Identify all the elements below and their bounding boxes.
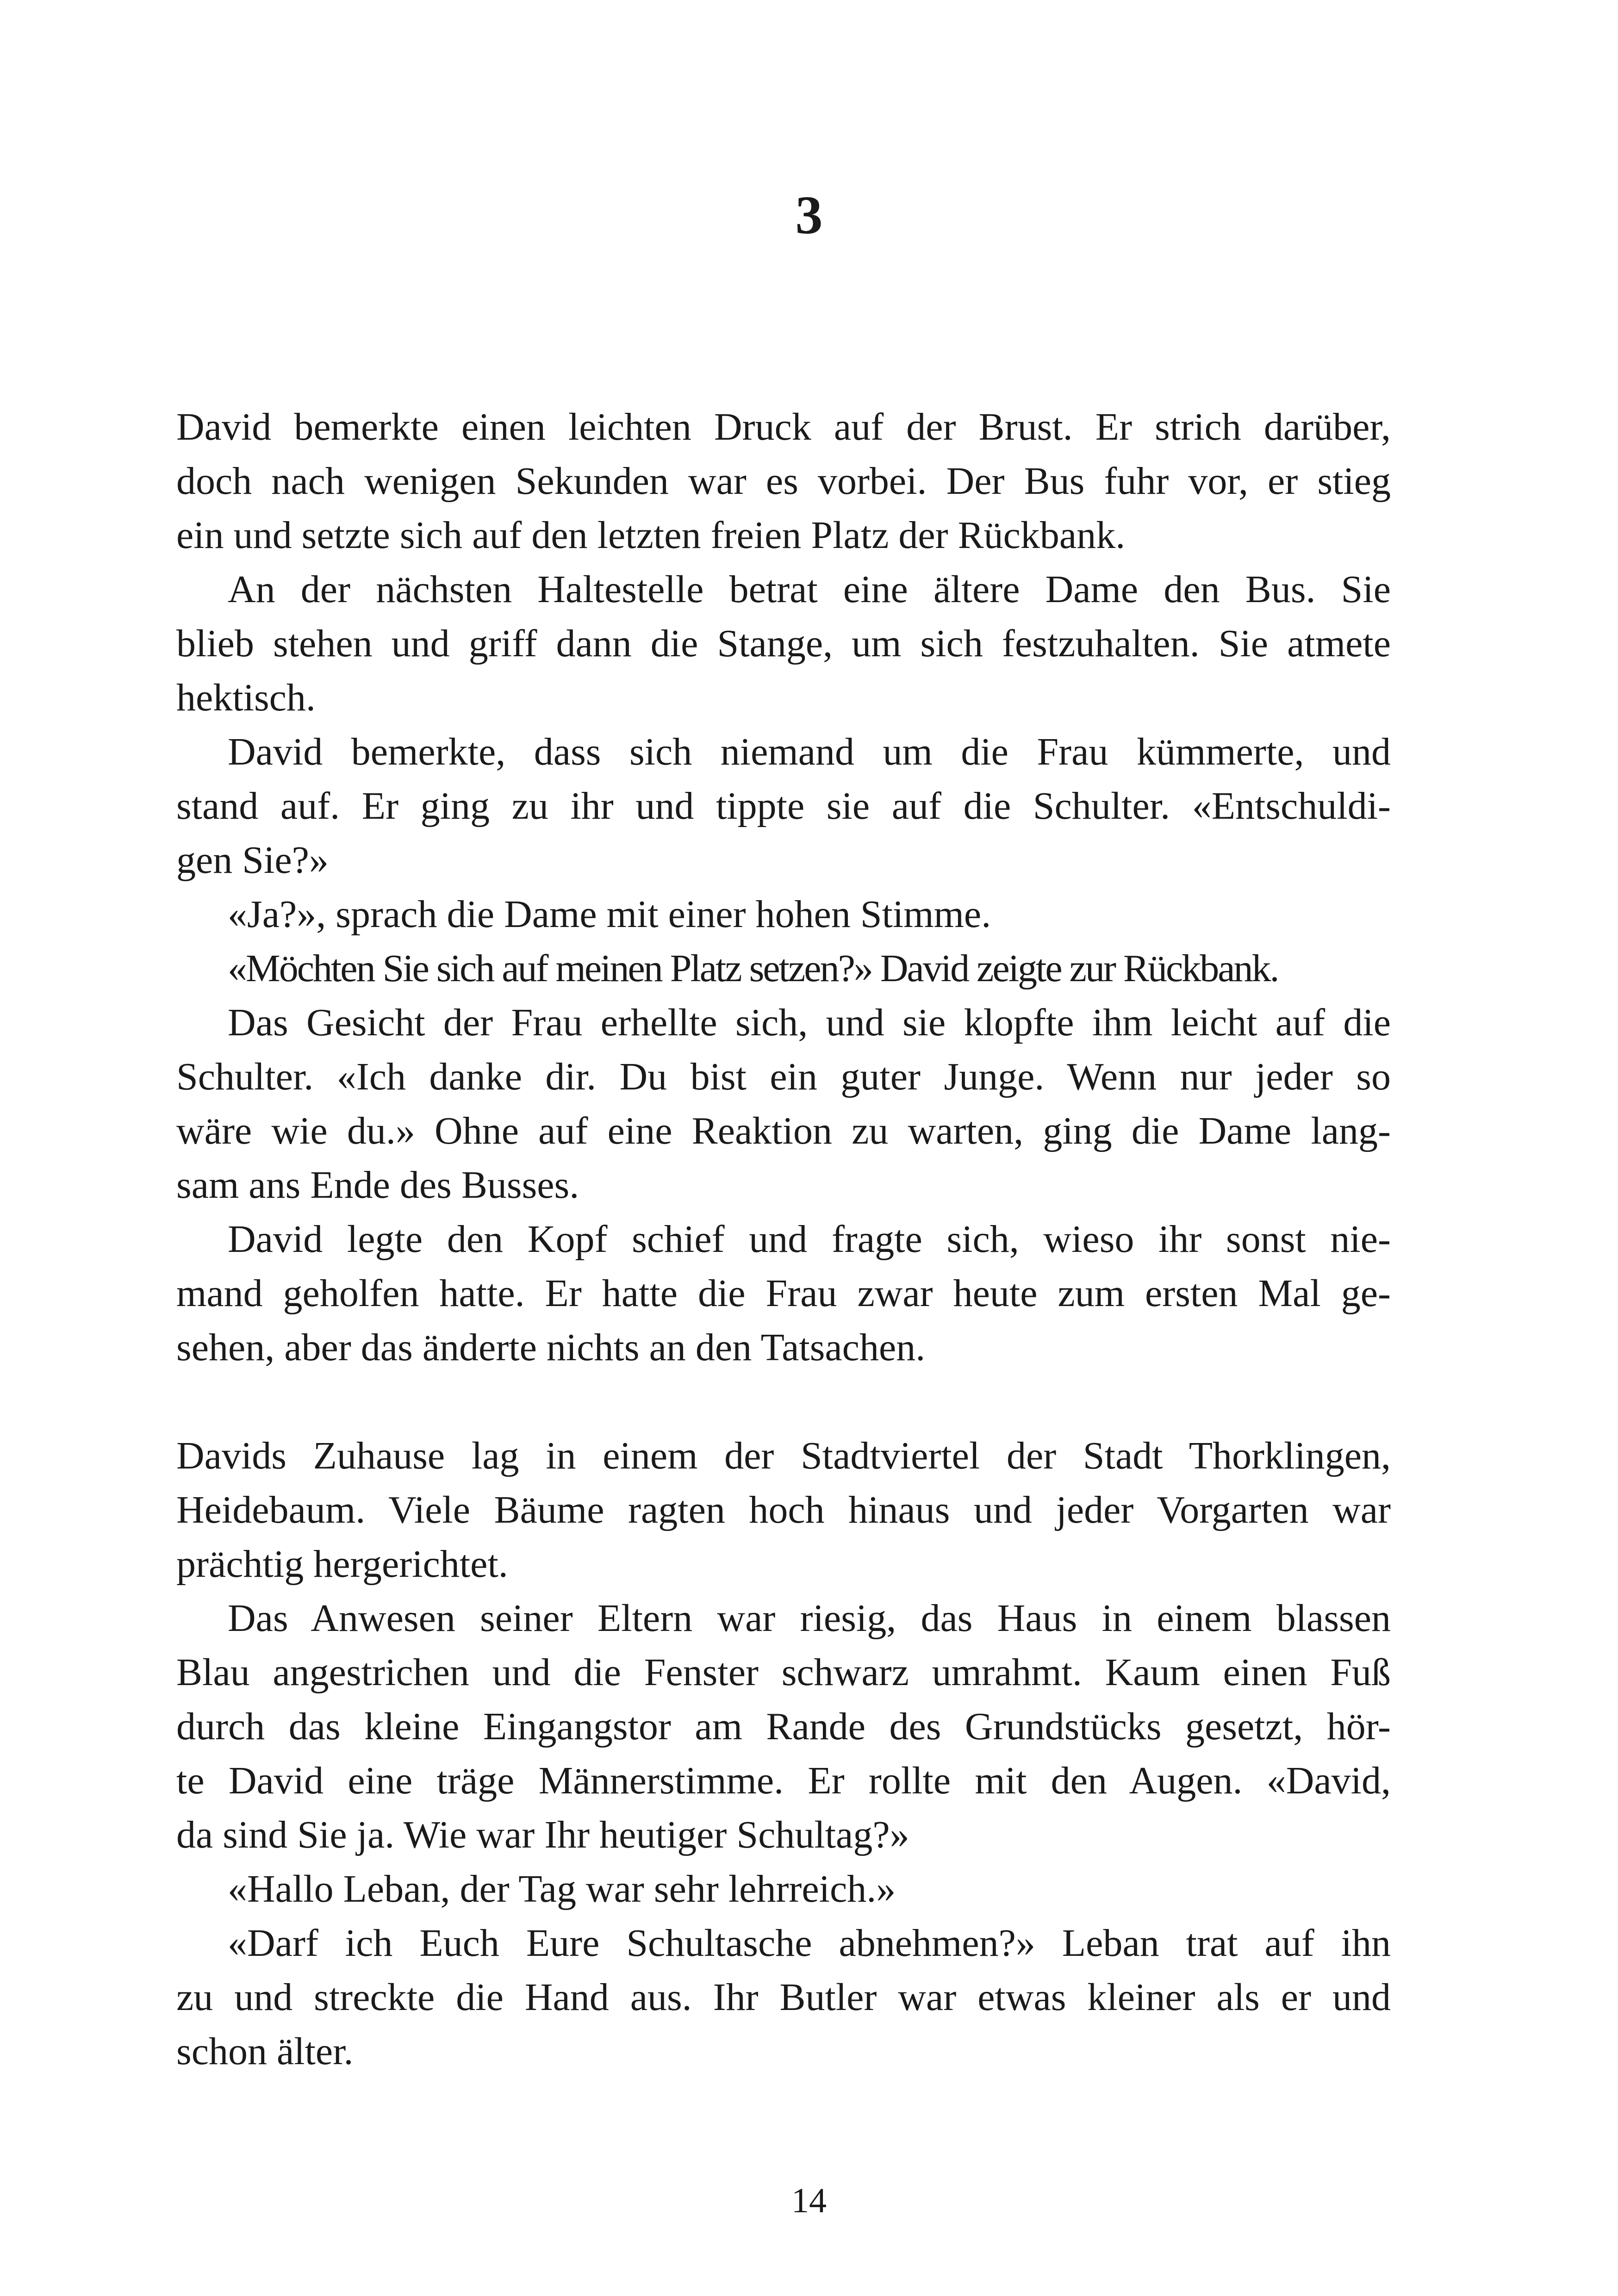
paragraph	[176, 887, 1391, 941]
text-line: hektisch.	[176, 676, 316, 719]
text-line: sehen, aber das änderte nichts an den Tatsachen.	[176, 1326, 926, 1369]
text-line: Schulter. «Ich danke dir. Du bist ein guter Junge. Wenn nur jeder so	[176, 1055, 1391, 1098]
paragraph	[176, 562, 1391, 725]
text-line: blieb stehen und griff dann die Stange, um sich festzuhalten. Sie atmete	[176, 622, 1391, 665]
text-line: ein und setzte sich auf den letzten freien Platz der Rückbank.	[176, 514, 1126, 557]
text-line: da sind Sie ja. Wie war Ihr heutiger Schultag?»	[176, 1813, 909, 1856]
text-line: Davids Zuhause lag in einem der Stadtviertel der Stadt Thorklingen,	[176, 1434, 1391, 1477]
text-line: gen Sie?»	[176, 839, 329, 882]
text-line: «Hallo Leban, der Tag war sehr lehrreich.»	[228, 1867, 896, 1910]
text-line: Das Anwesen seiner Eltern war riesig, das Haus in einem blassen	[228, 1597, 1391, 1640]
paragraph	[176, 996, 1391, 1212]
text-line: zu und streckte die Hand aus. Ihr Butler war etwas kleiner als er und	[176, 1976, 1391, 2019]
paragraph	[176, 1212, 1391, 1375]
text-line: te David eine träge Männerstimme. Er rollte mit den Augen. «David,	[176, 1759, 1391, 1802]
text-line: doch nach wenigen Sekunden war es vorbei. Der Bus fuhr vor, er stieg	[176, 460, 1391, 503]
text-line: «Möchten Sie sich auf meinen Platz setzen?» David zeigte zur Rückbank.	[228, 947, 1278, 990]
paragraph	[176, 1591, 1391, 1862]
section-break	[176, 1375, 1391, 1429]
text-line: durch das kleine Eingangstor am Rande des Grundstücks gesetzt, hör-	[176, 1705, 1391, 1748]
text-line: David bemerkte, dass sich niemand um die Frau kümmerte, und	[228, 730, 1391, 773]
text-line: wäre wie du.» Ohne auf eine Reaktion zu warten, ging die Dame lang-	[176, 1109, 1391, 1152]
text-line: schon älter.	[176, 2030, 354, 2073]
text-line: sam ans Ende des Busses.	[176, 1164, 579, 1207]
paragraph	[176, 1429, 1391, 1591]
paragraph	[176, 725, 1391, 887]
text-line: prächtig hergerichtet.	[176, 1543, 508, 1586]
text-line: stand auf. Er ging zu ihr und tippte sie auf die Schulter. «Entschuldi-	[176, 784, 1391, 828]
text-line: Das Gesicht der Frau erhellte sich, und sie klopfte ihm leicht auf die	[228, 1001, 1391, 1044]
text-line: mand geholfen hatte. Er hatte die Frau zwar heute zum ersten Mal ge-	[176, 1272, 1391, 1315]
text-line: Heidebaum. Viele Bäume ragten hoch hinaus und jeder Vorgarten war	[176, 1488, 1391, 1531]
text-line: David legte den Kopf schief und fragte sich, wieso ihr sonst nie-	[228, 1218, 1391, 1261]
chapter-number: 3	[795, 185, 823, 245]
paragraph	[176, 1916, 1391, 2078]
text-line: David bemerkte einen leichten Druck auf der Brust. Er strich darüber,	[176, 405, 1391, 448]
paragraph	[176, 1862, 1391, 1916]
text-line: «Darf ich Euch Eure Schultasche abnehmen?» Leban trat auf ihn	[228, 1922, 1391, 1965]
text-line: «Ja?», sprach die Dame mit einer hohen Stimme.	[228, 893, 991, 936]
paragraph	[176, 941, 1391, 996]
page-number: 14	[791, 2181, 827, 2220]
paragraph	[176, 400, 1391, 562]
text-line: An der nächsten Haltestelle betrat eine ältere Dame den Bus. Sie	[228, 568, 1391, 611]
text-line: Blau angestrichen und die Fenster schwarz umrahmt. Kaum einen Fuß	[176, 1651, 1391, 1694]
body-text	[176, 400, 1391, 2078]
